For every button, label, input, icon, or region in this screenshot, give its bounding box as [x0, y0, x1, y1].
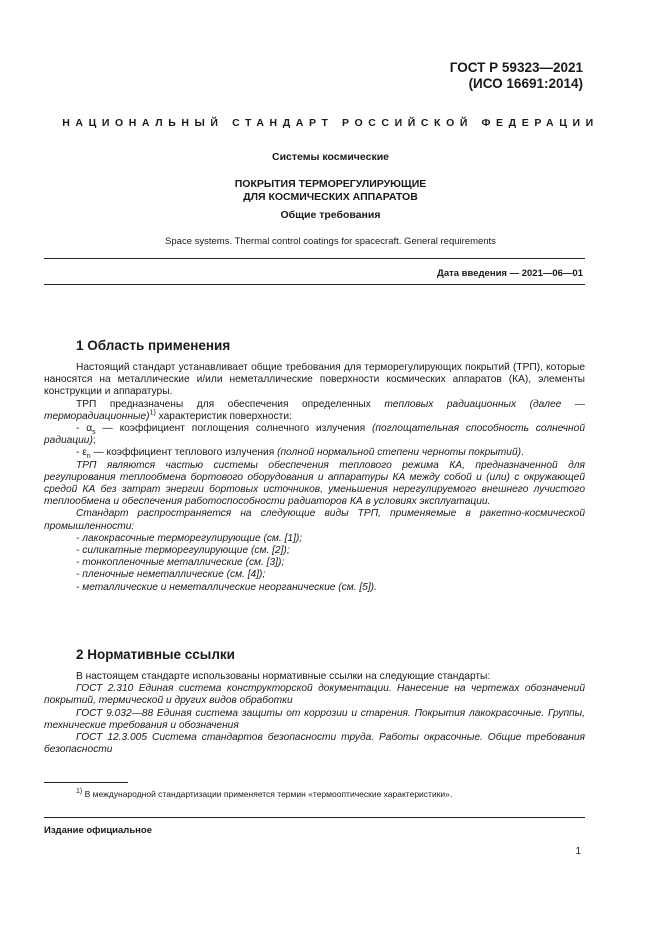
edition-label: Издание официальное — [44, 825, 152, 836]
section-1-heading: 1 Область применения — [76, 338, 231, 353]
introduction-date: Дата введения — 2021—06—01 — [437, 268, 583, 279]
paragraph: ТРП являются частью системы обеспечения теплового режима КА, предназначенной для регулирования теплообмена бортового оборудования и аппаратуры КА между собой и (или) с окружающей средой КА без затрат энергии бортовых источников, уменьшения нерегулируемого внешнего лучистого теплообмена и обеспечения работоспособности радиаторов КА в условиях эксплуатации. — [44, 459, 585, 508]
section-1-body — [44, 362, 585, 594]
standard-code: ГОСТ Р 59323—2021 — [449, 60, 583, 75]
list-item: - металлические и неметаллические неорганические (см. [5]). — [76, 581, 377, 593]
title-category: Системы космические — [271, 151, 389, 163]
footnote-ref: 1) — [149, 409, 156, 417]
list-item: - силикатные терморегулирующие (см. [2]); — [76, 545, 290, 557]
alpha-definition: - $\alpha_s$ — коэффициент поглощения солнечного излучения (поглощательная способность солнечной радиации); — [44, 423, 585, 447]
title-main-line2: ДЛЯ КОСМИЧЕСКИХ АППАРАТОВ — [243, 191, 418, 203]
section-2-body — [44, 671, 585, 756]
paragraph: Настоящий стандарт устанавливает общие требования для терморегулирующих покрытий (ТРП), которые наносятся на металлические и/или неметаллические поверхности космических аппаратов (КА), элементы конструкции и аппаратуры. — [44, 362, 585, 398]
title-subtitle: Общие требования — [280, 209, 381, 221]
header-divider — [44, 258, 585, 259]
date-divider — [44, 284, 585, 285]
epsilon-definition: - $\varepsilon_n$ — коэффициент теплового излучения (полной нормальной степени черноты покрытий). — [76, 447, 524, 461]
iso-code: (ИСО 16691:2014) — [468, 76, 583, 91]
section-2-heading: 2 Нормативные ссылки — [76, 647, 235, 662]
list-item: - пленочные неметаллические (см. [4]); — [76, 569, 266, 581]
paragraph: Стандарт распространяется на следующие виды ТРП, применяемые в ракетно-космической промышленности: — [44, 508, 585, 532]
national-standard-banner: НАЦИОНАЛЬНЫЙ СТАНДАРТ РОССИЙСКОЙ ФЕДЕРАЦИИ — [62, 117, 599, 129]
footnote-divider — [44, 782, 128, 783]
footnote: $^{1)}$ В международной стандартизации применяется термин «термооптические характеристики». — [76, 788, 453, 799]
reference-item: ГОСТ 12.3.005 Система стандартов безопасности труда. Работы окрасочные. Общие требования безопасности — [44, 732, 585, 756]
paragraph: ТРП предназначены для обеспечения определенных тепловых радиационных (далее — терморадиационные)$^{1)}$ характеристик поверхности: — [44, 398, 585, 422]
document-header — [450, 60, 583, 92]
reference-item: ГОСТ 9.032—88 Единая система защиты от коррозии и старения. Покрытия лакокрасочные. Группы, технические требования и обозначения — [44, 707, 585, 731]
page-number: 1 — [575, 846, 581, 857]
paragraph: В настоящем стандарте использованы нормативные ссылки на следующие стандарты: — [76, 671, 491, 682]
reference-item: ГОСТ 2.310 Единая система конструкторской документации. Нанесение на чертежах обозначений покрытий, термической и других видов обработки — [44, 683, 585, 707]
title-main-line1: ПОКРЫТИЯ ТЕРМОРЕГУЛИРУЮЩИЕ — [234, 178, 427, 190]
footer-divider — [44, 817, 585, 818]
title-english: Space systems. Thermal control coatings for spacecraft. General requirements — [165, 236, 496, 247]
list-item: - тонкопленочные металлические (см. [3]); — [76, 557, 285, 569]
list-item: - лакокрасочные терморегулирующие (см. [1]); — [76, 532, 303, 544]
